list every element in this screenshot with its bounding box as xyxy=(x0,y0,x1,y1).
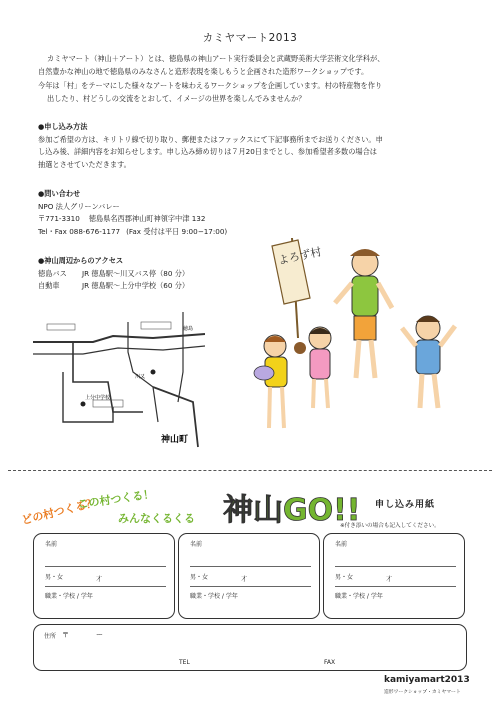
map-label-kawamata: 川又 xyxy=(135,374,146,380)
contact-org: NPO 法人グリーンバレー xyxy=(38,201,120,211)
children-illustration xyxy=(250,228,485,453)
gender-label: 男・女 xyxy=(45,574,64,581)
area-map xyxy=(33,312,205,452)
brand-subtitle: 造形ワークショップ・カミヤマート xyxy=(384,690,461,695)
name-line xyxy=(190,566,311,567)
slogan-2: この村つくる！ xyxy=(76,487,155,512)
form-note: ※付き添いの場合も記入してください。 xyxy=(340,523,440,529)
slogan-3: みんなくるくる xyxy=(118,512,195,525)
gender-line xyxy=(335,586,456,587)
applicant-card-3[interactable] xyxy=(323,533,465,619)
access-bus-route: JR 徳島駅〜川又バス停（80 分） xyxy=(82,268,190,278)
applicant-card-1[interactable] xyxy=(33,533,175,619)
name-label: 名前 xyxy=(190,541,203,548)
event-logo xyxy=(18,478,378,540)
age-label: 才 xyxy=(96,576,103,583)
gender-line xyxy=(45,586,166,587)
fax-label: FAX xyxy=(324,659,336,666)
contact-address-row xyxy=(38,213,478,226)
map-label-tokushima: 徳島 xyxy=(183,326,194,332)
apply-line: 参加ご希望の方は、キリトリ線で切り取り、郵便またはファックスにて下記事務所までお送りください。申 xyxy=(38,134,383,144)
page-title: カミヤマート2013 xyxy=(202,32,298,44)
job-label: 職業・学校 / 学年 xyxy=(335,593,383,600)
age-label: 才 xyxy=(386,576,393,583)
tel-label: TEL xyxy=(179,659,190,666)
address-label: 住所 xyxy=(44,633,57,640)
map-label-school: 上分中学校 xyxy=(85,395,111,401)
apply-line: 抽選とさせていただきます。 xyxy=(38,159,131,169)
brand-name: kamiyamart2013 xyxy=(384,675,470,685)
postal-dash: ー xyxy=(96,631,103,639)
access-bus-label: 徳島バス xyxy=(38,268,67,278)
intro-line: 今年は「村」をテーマにした様々なアートを味わえるワークショップを企画しています。村の特産物を作り xyxy=(38,80,383,90)
intro-line: カミヤマート（神山＋アート）とは、徳島県の神山アート実行委員会と武蔵野美術大学芸術文化学科が、 xyxy=(47,54,385,63)
contact-postal: 〒771-3310 xyxy=(38,214,80,224)
form-heading: 申し込み用紙 xyxy=(375,500,436,510)
applicant-card-2[interactable] xyxy=(178,533,320,619)
gender-label: 男・女 xyxy=(190,574,209,581)
gender-label: 男・女 xyxy=(335,574,354,581)
intro-line: 出したり、村どうしの交流をとおして、イメージの世界を楽しんでみませんか？ xyxy=(47,93,306,103)
name-line xyxy=(45,566,166,567)
cut-line xyxy=(8,470,492,471)
apply-heading: ●申し込み方法 xyxy=(38,122,88,131)
name-line xyxy=(335,566,456,567)
slogan-1: どの村つくる？ xyxy=(20,495,99,528)
logo-big-text: 神山GO!! xyxy=(223,493,361,528)
intro-line: 自然豊かな神山の地で徳島県のみなさんと造形表現を楽しもうと企画された造形ワークショップです。 xyxy=(38,67,369,77)
contact-heading: ●問い合わせ xyxy=(38,189,81,198)
postal-mark: 〒 xyxy=(62,631,69,639)
contact-tel: Tel・Fax 088-676-1177 xyxy=(38,226,121,236)
address-box[interactable] xyxy=(33,624,467,671)
access-car-label: 自動車 xyxy=(38,281,60,291)
apply-section xyxy=(38,121,478,171)
intro-paragraph xyxy=(38,52,478,105)
sign-text: よろず村 xyxy=(276,245,323,268)
contact-fax-hours: (Fax 受付は平日 9:00−17:00) xyxy=(126,226,228,236)
apply-line: し込み後、詳細内容をお知らせします。申し込み締め切りは７月20日までとし、参加希望者多数の場合は xyxy=(38,147,377,157)
access-heading: ●神山周辺からのアクセス xyxy=(38,256,124,265)
gender-line xyxy=(190,586,311,587)
name-label: 名前 xyxy=(335,541,348,548)
job-label: 職業・学校 / 学年 xyxy=(45,593,93,600)
contact-address: 徳島県名西郡神山町神領字中津 132 xyxy=(88,214,206,224)
access-car-route: JR 徳島駅〜上分中学校（60 分） xyxy=(82,281,190,291)
age-label: 才 xyxy=(241,576,248,583)
job-label: 職業・学校 / 学年 xyxy=(190,593,238,600)
name-label: 名前 xyxy=(45,541,58,548)
map-town-label: 神山町 xyxy=(161,435,189,445)
